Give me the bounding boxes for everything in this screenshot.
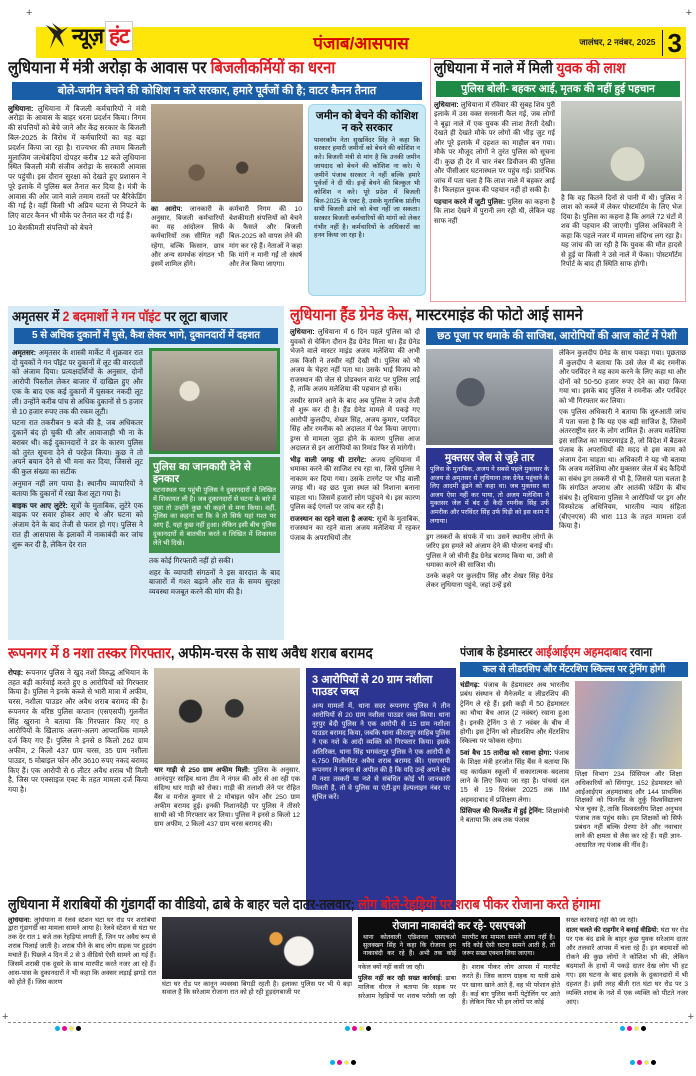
print-trim-line: [8, 1022, 688, 1023]
box-title: पुलिस का जानकारी देने से इनकार: [153, 460, 251, 485]
highlight-box-police-denial: [149, 457, 280, 553]
body-paragraph: शहर के व्यापारी संगठनों ने इस वारदात के बाद बाजारों में गश्त बढ़ाने और रात के समय सुरक्षा व्यवस्था मजबूत करने की मांग की है।: [149, 567, 280, 597]
body-paragraph: लुधियाना: लुधियाना में रेलवे स्टेशन घंटा घर रोड पर शराबियों द्वारा गुंडागर्दी का मामला सामने आया है। रेलवे स्टेशन से घंटा घर तक देर रात 1 बजे तक रेहड़ियां लगती हैं, जिन पर अवैध रूप से शराब पिलाई जाती है। शराब पीने के बाद लोग सड़क पर हुड़दंग मचाते हैं। पिछले 4 दिन में 2 से 3 वीडियो ऐसी सामने आ गई हैं। जिसमें शराबी एक दूसरे के साथ मारपीट करते नजर आ रहे हैं। आस-पास के दुकानदारों ने भी कहा कि अक्सर लड़ाई झगड़े रात को होते हैं। जिस कारण: [8, 916, 156, 987]
cmyk-color-bar: [55, 1026, 81, 1031]
body-paragraph: चंडीगढ़: पंजाब के हेडमास्टर अब भारतीय प्रबंध संस्थान से मैनेजमेंट व लीडरशिप की ट्रेनिंग ले रहे हैं। इसी कड़ी में 50 हेडमास्टर का चौथा बैच आज (2 नवंबर) रवाना हुआ है। इनकी ट्रेनिंग 3 से 7 नवंबर के बीच में होगी। इस ट्रेनिंग को लीडरशिप और मेंटरशिप स्किल्स पर फोकस रहेगा।: [460, 682, 569, 746]
box-text: अन्य मामलों में, थाना सदर रूपनगर पुलिस ने तीन आरोपियों से 20 ग्राम नशीला पाउडर जब्त किया। थाना नूरपुर बेदी पुलिस ने एक आरोपी से 15 ग्राम नशीला पाउडर बरामद किया, जबकि थाना कीरतपुर साहिब पुलिस ने एक नशे के आदी व्यक्ति को गिरफ्तार किया। इसके अतिरिक्त, थाना सिंह भगवंतपुर पुलिस ने एक आरोपी से 6,750 मिलीलीटर अवैध शराब बरामद की। एसएसपी रूपनगर ने जनता से अपील की है कि यदि उन्हें अपने क्षेत्र में नशा तस्करी या नशे से संबंधित कोई भी जानकारी मिलती है, तो वे पुलिस या एंटी-ड्रग हेल्पलाइन नंबर पर सूचित करें।: [312, 703, 450, 801]
box-title: 3 आरोपियों से 20 ग्राम नशीला पाउडर जब्त: [312, 673, 433, 699]
arrested-men-photo: [154, 668, 300, 764]
article-body-found-in-drain: [430, 58, 686, 302]
body-column: [154, 668, 300, 910]
body-paragraph: राजस्थान का रहने वाला है अजय: सूत्रों के मुताबिक, राजस्थान का रहने वाला अजय मलेशिया में रहकर पंजाब के अपराधियों तौर: [290, 515, 420, 542]
box-title: रोजाना नाकाबंदी कर रहे- एसएचओ: [392, 919, 526, 932]
box-title: मुक्तसर जेल से जुड़े तार: [444, 452, 535, 464]
body-paragraph: 5वां बैच 15 तारीख को रवाना होगा: पंजाब के शिक्षा मंत्री हरजोत सिंह बैंस ने बताया कि यह कार्यक्रम स्कूलों में सकारात्मक बदलाव लाने के लिए किया जा रहा है। पांचवां दल 15 से 19 दिसंबर 2025 तक IIM अहमदाबाद में प्रशिक्षण लेगा।: [460, 749, 569, 804]
body-column: [151, 104, 303, 296]
body-column: [162, 917, 352, 1013]
police-at-market-photo: [149, 348, 280, 454]
body-column: [290, 328, 420, 634]
body-column: [434, 101, 555, 293]
cmyk-color-bar: [630, 1060, 656, 1065]
body-paragraph: उनके कहने पर कुलदीप सिंह और शेखर सिंह ग्रेनेड लेकर लुधियाना पहुंचे, जहां उन्हें इसे: [426, 573, 553, 590]
body-column: [426, 349, 553, 593]
article-headline: लुधियाना में नाले में मिली युवक की लाश: [434, 60, 626, 77]
body-paragraph: एक पुलिस अधिकारी ने बताया कि शुरुआती जांच में पता चला है कि यह एक बड़ी साजिश है, जिसमें अंतरराष्ट्रीय स्तर के लोग शामिल हैं। अजय मलेशिया इस साजिश का मास्टरमाइंड है, जो विदेश में बैठकर पंजाब के अपराधियों की मदद से इस काम को अंजाम देना चाहता था। अधिकारी ने यह भी बताया कि अजय मलेशिया और मुक्तसर जेल में बंद कैदियों का संबंध ड्रग तस्करी से भी है, जिससे पता चलता है कि संगठित अपराध और आतंकी फंडिंग के बीच संबंध है। लुधियाना पुलिस ने आरोपियों पर ड्रग और विस्फोटक अधिनियम, भारतीय न्याय संहिता (बीएनएस) की धारा 113 के तहत मामला दर्ज किया है।: [559, 409, 686, 531]
body-paragraph: कर्मचारी निगम की 10 बेशकीमती संपत्तियों को बेचने के फैसले और बिजली बिल-2025 को वापस लेने की मांग कर रहे हैं। नेताओं ने कहा कि मांगें न मानी गईं तो संघर्ष और तेज किया जाएगा।: [229, 205, 302, 269]
cmyk-color-bar: [620, 1026, 646, 1031]
registration-mark: +: [685, 7, 692, 19]
highlight-box-muktsar-jail: [426, 448, 553, 530]
article-hand-grenade-case: [290, 306, 688, 640]
body-paragraph: ड्रग तस्करों के संपर्क में था। उसने स्थानीय लोगों के जरिए इस हमले को अंजाम देने की योजना बनाई थी। पुलिस ने जो चीनी हैंड ग्रेनेड बरामद किया था, उसी से धमाका करने की साजिश थी।: [426, 534, 553, 569]
body-paragraph: अमृतसर: अमृतसर के शास्त्री मार्केट में शुक्रवार रात दो युवकों ने गन पॉइंट पर दुकानों में लूट की वारदातों को अंजाम दिया। प्रत्यक्षदर्शियों के अनुसार, दोनों आरोपी पिस्तौल लेकर बाजार में दाखिल हुए और एक के बाद एक कई दुकानों में घुसकर नकदी लूट ली। उन्होंने करीब पांच से अधिक दुकानों से 5 हजार से 10 हजार रुपए तक की रकम लूटी।: [12, 347, 143, 416]
page-number: 3: [667, 27, 682, 58]
body-paragraph: भीड़ वाली जगह थी टारगेट: अजय लुधियाना में धमाका करने की साजिश रच रहा था, जिसे पुलिस ने नाकाम कर दिया गया। उसके टारगेट पर भीड़ वाली जगह थी। वह छठ पूजा स्थल को निशाना बनाना चाहता था। जिसमें हजारों लोग पहुंचने थे। इस कारण पुलिस कई एंगलों पर जांच कर रही है।: [290, 456, 420, 512]
night-street-fight-photo: [162, 917, 352, 979]
body-paragraph: लुधियाना: लुधियाना में 6 दिन पहले पुलिस को दो युवकों से चेकिंग दौरान हैंड ग्रेनेड मिला था। हैंड ग्रेनेड भेजने वाले मास्टर माइंड अजय मलेशिया की अभी तक किसी ने तस्वीर नहीं देखी थी। पुलिस को भी अजय के चेहरा नहीं पता था। उसके भाई विजय को राजस्थान की जेल से प्रोडक्शन वारंट पर पुलिस लाई है, ताकि अजय मलेशिया की पहचान हो सके।: [290, 329, 420, 394]
body-paragraph: का आरोप: जानकारी के अनुसार, बिजली कर्मचारियों का यह आंदोलन सिर्फ कर्मचारियों तक सीमित नहीं रहेगा, बल्कि किसान, छात्र और अन्य समर्थक संगठन भी इसमें शामिल होंगे।: [151, 205, 224, 269]
body-paragraph: बाइक पर आए लुटेरे: सूत्रों के मुताबिक, लुटेरे एक बाइक पर सवार होकर आए थे और घटना को अंजाम देने के बाद तेजी से फरार हो गए। पुलिस ने रात ही आसपास के इलाकों में नाकाबंदी कर जांच शुरू कर दी है, लेकिन देर रात: [12, 500, 143, 549]
article-headline: अमृतसर में 2 बदमाशों ने गन पॉइंट पर लूटा बाजार: [12, 309, 228, 324]
box-text: पावरकॉम नेता सुखविंदर सिंह ने कहा कि सरकार हमारी जमीनों को बेचने की कोशिश न करे। बिजली मंत्री से मांग है कि उनकी जमीन जायदाद को बेचने की कोशिश ना करे। ये जमीनें पंजाब सरकार ने नहीं बल्कि हमारे पूर्वजों ने दी थी। इन्हें बेचने की बिल्कुल भी कोशिश न करे। पूरे प्रदेश में बिजली बिल-2025 के एक्ट है, उसके मुताबिक प्रांतीय सभी बिजली ढांचे को बेचा नहीं जा सकता। सरकार बिजली कर्मचारियों की मांगों को लेकर गंभीर नहीं है। कर्मचारियों के अधिकारों का हनन किया जा रहा है।: [314, 136, 420, 240]
body-column: [8, 917, 156, 1013]
divider: [662, 30, 663, 56]
photo-caption: घंटा घर रोड पर कानून व्यवस्था बिगड़ी रहती है। इलाका पुलिस पर भी ये बड़ा सवाल है कि सरेआम रोजाना रात को हो रही हुड़दंगबाजी पर: [162, 980, 352, 997]
photo-caption: थार गाड़ी से 250 ग्राम अफीम मिली: पुलिस के अनुसार, आनंदपुर साहिब थाना टीम ने नंगल की ओर से आ रही एक संदिग्ध थार गाड़ी को रोका। गाड़ी की तलाशी लेने पर रोहित बैंस व मनोज कुमार से 2 मोबाइल फोन और 250 ग्राम अफीम बरामद हुई। इनकी निशानदेही पर पुलिस ने तीसरे साथी को भी गिरफ्तार कर लिया। पुलिस ने इनसे 8 किलो 12 ग्राम अफीम, 2 किलो 437 ग्राम चरस बरामद की।: [154, 766, 300, 829]
body-paragraph: पहचान करने में जुटी पुलिस: पुलिस का कहना है कि लाश देखने में पुरानी लग रही थी, लेकिन यह साफ नहीं: [434, 198, 555, 225]
body-paragraph: लुधियाना: लुधियाना में बिजली कर्मचारियों ने मंत्री अरोड़ा के आवास के बाहर धरना प्रदर्शन किया। निगम की संपत्तियों को बेचे जाने और केंद्र सरकार के बिजली बिल-2025 के विरोध में कर्मचारियों का यह बड़ा प्रदर्शन किया जा रहा है। राज्यभर की तमाम बिजली मुलाजिम जत्थेबंदियां दोपहर करीब 12 बजे लुधियाना स्थित बिजली मंत्री संजीव अरोड़ा के सरकारी आवास पर पहुंची। इस दौरान सुरक्षा को देखते हुए प्रशासन ने पूरे इलाके में पुलिस बल तैनात कर दिया है। मंत्री के आवास की ओर जाने वाले तमाम रास्तों पर बैरिकेडिंग की गई है। वहीं किसी भी अप्रिय घटना से निपटने के लिए वाटर कैनन भी मौके पर तैनात कर दी गई हैं।: [8, 103, 146, 221]
two-column-text: [358, 964, 560, 1008]
body-paragraph: सख्त कार्रवाई नहीं की जा रही।: [566, 916, 638, 924]
body-paragraph: तस्वीर सामने आने के बाद अब पुलिस ने जांच तेजी से शुरू कर दी है। हैंड ग्रेनेड मामले में पकड़े गए आरोपी कुलदीप, शेखर सिंह, अजय कुमार, परविंदर सिंह और रमनीक को अदालत में पेश किया जाएगा। ड्रग्स से मामला जुड़ा होने के कारण पुलिस आज अदालत से इन आरोपियों का रिमांड फिर से मांगेगी।: [290, 397, 420, 453]
article-headline: पंजाब के हेडमास्टर आईआईएम अहमदाबाद रवाना: [460, 645, 653, 659]
box-title: जमीन को बेचने की कोशिश न करे सरकार: [315, 109, 419, 134]
body-column: [561, 101, 682, 293]
body-paragraph: है कि वह कितने दिनों से पानी में थी। पुलिस ने लाश को कब्जे में लेकर पोस्टमॉर्टम के लिए भेज दिया है। पुलिस का कहना है कि अगले 72 घंटों में शव की पहचान की जाएगी। पुलिस अधिकारी ने कहा कि पहले नजर में मामला संदिग्ध लग रहा है। यह जांच की जा रही है कि युवक की मौत हादसे से हुई या किसी ने उसे नाले में फेंका। पोस्टमॉर्टम रिपोर्ट के बाद ही स्थिति साफ होगी।: [561, 194, 682, 269]
body-paragraph: 10 बेशकीमती संपत्तियों को बेचने: [8, 223, 93, 232]
policeman-motorcycles-photo: [426, 349, 553, 445]
highlight-box-land-sale: [308, 104, 426, 296]
body-column: [8, 104, 146, 296]
article-kicker: कल से लीडरशिप और मेंटरशिप स्किल्स पर ट्रेनिंग होगी: [460, 662, 688, 677]
edition-dateline: जालंधर, 2 नवंबर, 2025: [579, 37, 656, 47]
body-paragraph: घटना रात तकरीबन 9 बजे की है, जब अधिकतर दुकानें बंद हो चुकी थी और आवाजाही भी ना के बराबर थी। कई दुकानदारों ने डर के कारण पुलिस को तुरंत सूचना देने से परहेज किया। कुछ ने तो अपने बयान देने से भी मना कर दिया, जिससे लूट की कुल संख्या का सटीक: [12, 418, 143, 477]
article-headline: लुधियाना में मंत्री अरोड़ा के आवास पर बिजलीकर्मियों का धरना: [8, 59, 336, 77]
body-column: [358, 917, 560, 1013]
body-column: [575, 681, 682, 911]
logo-text-news: न्यूज़: [72, 25, 103, 48]
body-column: [559, 349, 686, 593]
article-headline: लुधियाना में शराबियों की गुंडागर्दी का वीडियो, ढाबे के बाहर चले दातर-तलवार; लोग बोले-रेहड़ियों पर शराब पीकर रोजाना करते हंगामा: [8, 896, 601, 912]
body-column: [8, 668, 148, 910]
body-column: [149, 348, 280, 630]
protest-crowd-photo: [151, 104, 303, 202]
article-headline: लुधियाना हैंड ग्रेनेड केस, मास्टरमाइंड की फोटो आई सामने: [290, 307, 583, 324]
article-right-section: [426, 328, 688, 634]
article-power-employees-protest: [8, 58, 426, 302]
body-paragraph: प्रिंसिपल की फिनलैंड में हुई ट्रेनिंग: शिक्षामंत्री ने बताया कि अब तक पंजाब: [460, 808, 569, 825]
article-hooliganism-video: [8, 896, 688, 1016]
body-paragraph: तक कोई गिरफ्तारी नहीं हो सकी।: [149, 555, 234, 565]
body-paragraph: लेकिन कुलदीप ग्रेनेड के साथ पकड़ा गया। पूछताछ में कुलदीप ने बताया कि उसे जेल में बंद रमनीक और परविंदर ने यह काम करने के लिए कहा था और दोनों को 50-50 हजार रुपए देने का वादा किया गया था। इसके बाद पुलिस ने रमनीक और परविंदर को भी गिरफ्तार कर लिया।: [559, 350, 686, 405]
box-text: थाना कोतवाली एडिशनल एसएचओ सुलक्खन सिंह ने कहा कि रोजाना हम नाकाबंदी कर रहे हैं। अभी तक कोई मारपीट का मामला सामने आया नहीं है। यदि कोई ऐसी घटना सामने आती है, तो जरूर सख्त एक्शन लिया जाएगा।: [363, 933, 555, 958]
article-amritsar-gunpoint-loot: [8, 306, 284, 640]
cmyk-color-bar: [345, 1026, 371, 1031]
body-paragraph: लुधियाना: लुधियाना में रविवार की सुबह शिव पुरी इलाके में उस वक्त सनसनी फैल गई, जब लोगों ने बूढ़ा नाले में एक युवक की लाश तैरती देखी। देखते ही देखते मौके पर लोगों की भीड़ जुट गई और पूरे इलाके में दहशत का माहौल बन गया। मौके पर मौजूद लोगों ने तुरंत पुलिस को सूचना दी। कुछ ही देर में चार नंबर डिवीजन की पुलिस और पीसीआर घटनास्थल पर पहुंच गई। प्रारंभिक जांच में पता चला है कि लाश नाले में बहकर आई है। फिलहाल युवक की पहचान नहीं हो सकी है।: [434, 101, 555, 195]
registration-mark: +: [2, 1011, 9, 1023]
photo-caption: शिक्षा विभाग 234 प्रिंसिपल और शिक्षा अधिकारियों को सिंगापुर, 152 हेडमास्टर को आईआईएम अहमदाबाद और 144 प्राथमिक शिक्षकों को फिनलैंड के तुर्कु विश्वविद्यालय भेज चुका है, ताकि विश्वस्तरीय शिक्षा अनुभव पंजाब तक पहुंच सके। हम शिक्षकों को सिर्फ प्रबंधन नहीं बल्कि प्रेरणा देने और नवाचार लाने की क्षमता से लैस कर रहे हैं। यही ज्ञान-आधारित नए पंजाब की नींव है।: [575, 771, 682, 849]
registration-mark: +: [687, 1011, 694, 1023]
box-text: पुलिस के मुताबिक, अजय ने सबसे पहले मुक्तसर के अजय से अमृतसर से लुधियाना तक ग्रेनेड पहुंचाने के लिए आदमी ढूंढने को कहा था। जब मुक्तसर का अजय ऐसा नहीं कर पाया, तो अजय मलेशिया ने मुक्तसर जेल में बंद दो कैदी रमनीक सिंह उर्फ अमरीक और परविंदर सिंह उर्फ घिड़ी को इस काम में लगाया।: [430, 466, 549, 525]
group-photo: [575, 681, 682, 769]
box-text: घटनास्थल पर पहुंची पुलिस ने दुकानदारों से लिखित में शिकायत ली है। जब दुकानदारों से घटना के बारे में पूछा तो उन्होंने कुछ भी कहने से मना किया। वहीं, पुलिस का कहना था कि वे तो सिर्फ यहां गश्त पर आए हैं, यहां कुछ नहीं हुआ। लेकिन इसी बीच पुलिस दुकानदारों से बातचीत करते व लिखित में शिकायत लेते भी दिखे।: [153, 487, 276, 547]
article-kicker: छठ पूजा पर धमाके की साजिश, आरोपियों की आज कोर्ट में पेशी: [426, 328, 688, 345]
drain-scene-photo: [561, 101, 682, 191]
article-headline: रूपनगर में 8 नशा तस्कर गिरफ्तार, अफीम-चरस के साथ अवैध शराब बरामद: [8, 645, 373, 662]
logo-text-hunt: हंट: [105, 21, 133, 51]
body-column: [566, 917, 688, 1013]
cmyk-color-bar: [330, 1060, 356, 1065]
article-headmasters-iim: [460, 645, 688, 917]
body-paragraph: पुलिस नहीं कर रही सख्त कार्रवाई: ढाबा मालिक धीरज ने बताया कि सड़क पर सरेआम रेहड़ियों पर शराब परोसी जा रही है। शराब पीकर लोग आपस में मारपीट करते हैं। जिस कारण ग्राहक या यात्री ढाबे पर खाना खाने आते हैं, वह भी परेशान होते हैं। कई बार पुलिस कर्मी पेट्रोलिंग पर आते हैं। लेकिन फिर भी इन लोगों पर कोई: [358, 964, 560, 1007]
masthead: [36, 27, 686, 58]
highlight-box-other-seizures: [306, 668, 456, 910]
body-paragraph: दातर चलते की राहगीर ने बनाई वीडियो: घंटा घर रोड पर एक बंद ढाबे के बाहर कुछ युवक सरेआम दातर और तलवारें आपस में चला रहे हैं। इन बदमाशों को रोकने की कुछ लोगों ने कोशिश भी की, लेकिन बदमाशों के हाथों में पकड़े दातर देख लोग भी हट गए। इस घटना के बाद इलाके के दुकानदारों में भी दहशत है। इसी तरह बीती रात घंटा घर रोड पर 3 व्यक्ति शराब के नशे में एक व्यक्ति को पीटते नजर आए।: [566, 927, 688, 1007]
article-kicker: पुलिस बोली- बहकर आई, मृतक की नहीं हुई पहचान: [436, 81, 680, 97]
body-paragraph: रोपड़: रूपनगर पुलिस ने खुद नशों विरुद्ध अभियान के तहत बड़ी कार्रवाई करते हुए 8 आरोपियों को गिरफ्तार किया है। पुलिस ने इनके कब्जे से भारी मात्रा में अफीम, चरस, नशीला पाउडर और अवैध शराब बरामद की है। रूपनगर के वरिष्ठ पुलिस कप्तान (एसएसपी) गुलनीत सिंह खुराना ने बताया कि गिरफ्तार किए गए 8 आरोपियों के खिलाफ अलग-अलग आपराधिक मामले दर्ज किए गए हैं। पुलिस ने इनसे 8 किलो 262 ग्राम अफीम, 2 किलो 437 ग्राम चरस, 35 ग्राम नशीला पाउडर, 5 मोबाइल फोन और 3610 रुपए नकद बरामद किए हैं। एक आरोपी से 6 लीटर अवैध शराब भी मिली है, जिस पर एक्साइज एक्ट के तहत मामला दर्ज किया गया है।: [8, 667, 148, 795]
highlight-box-sho-statement: [358, 917, 560, 962]
body-column: [12, 348, 143, 630]
article-kicker: बोले-जमीन बेचने की कोशिश न करे सरकार, हमारे पूर्वजों की है; वाटर कैनन तैनात: [12, 82, 422, 100]
article-rupnagar-drug-arrests: [8, 645, 456, 917]
body-paragraph: नकेल क्यों नहीं कसी जा रही।: [358, 964, 425, 972]
article-kicker: 5 से अधिक दुकानों में घुसे, कैश लेकर भागे, दुकानदारों में दहशत: [14, 328, 278, 344]
body-column: [460, 681, 569, 911]
section-title: पंजाब/आसपास: [313, 34, 409, 53]
registration-mark: +: [26, 7, 33, 19]
body-paragraph: अनुमान नहीं लग पाया है। स्थानीय व्यापारियों ने बताया कि दुकानों में रखा कैश लूटा गया है।: [12, 479, 143, 498]
